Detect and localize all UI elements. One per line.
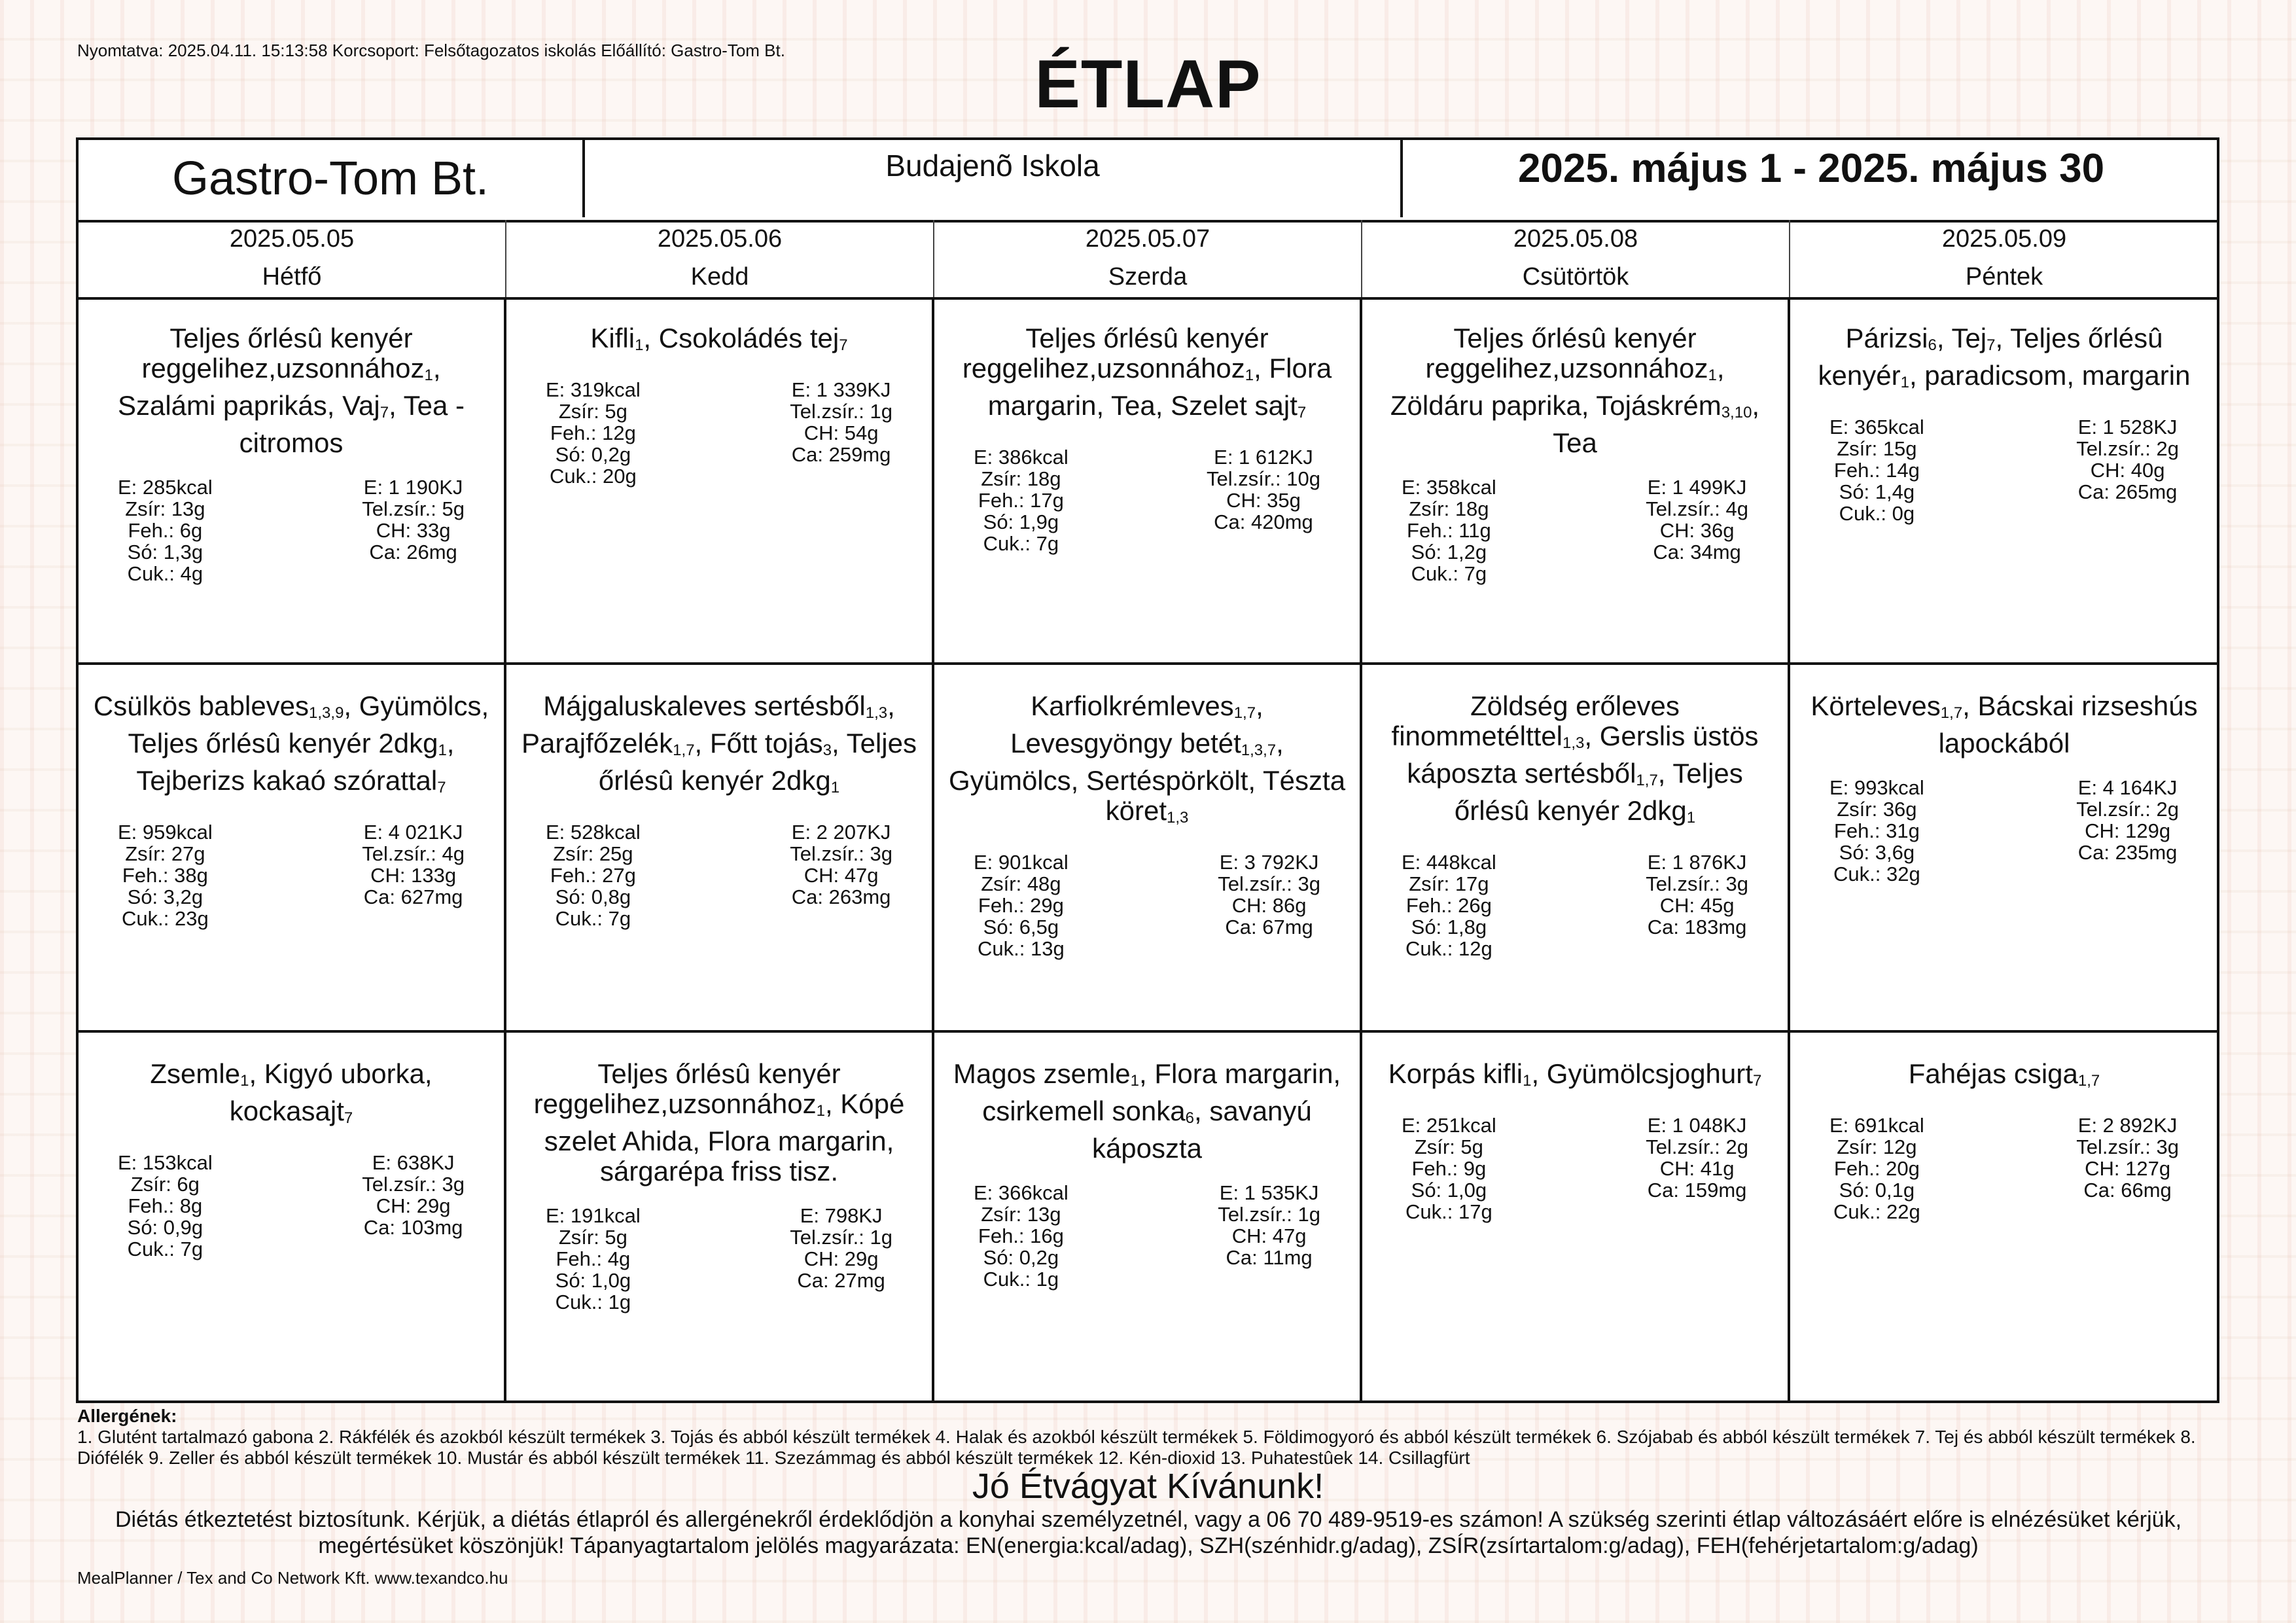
nutrition-value: E: 153kcal (118, 1151, 213, 1174)
nutrition-value: Ca: 420mg (1214, 510, 1313, 533)
nutrition-value: Cuk.: 1g (555, 1291, 631, 1313)
nutrition-value: E: 1 535KJ (1219, 1181, 1319, 1204)
nutrition-value: Feh.: 9g (1411, 1157, 1487, 1180)
nutrition-col-left (1829, 777, 1924, 885)
nutrition-info (520, 1205, 919, 1313)
nutrition-value: Feh.: 38g (122, 864, 208, 887)
meal-items: Teljes őrlésû kenyér reggelihez,uzsonnához$_1$, Zöldáru paprika, Tojáskrém$_{3,10}$, Tea (1390, 323, 1760, 458)
nutrition-value: Ca: 11mg (1226, 1246, 1313, 1269)
nutrition-col-right (1646, 851, 1748, 959)
nutrition-value: E: 448kcal (1402, 851, 1496, 874)
nutrition-col-right (2076, 416, 2179, 524)
nutrition-value: Zsír: 27g (125, 842, 205, 865)
nutrition-value: Feh.: 12g (550, 421, 636, 444)
nutrition-value: Feh.: 31g (1833, 819, 1920, 842)
meal-items: Karfiolkrémleves$_{1,7}$, Levesgyöngy betét$_{1,3,7}$, Gyümölcs, Sertéspörkölt, Tészta köret$_{1,3}$ (948, 690, 1346, 827)
meal-cell (934, 665, 1362, 1033)
meal-cell (79, 665, 506, 1033)
nutrition-value: Tel.zsír.: 3g (1646, 872, 1748, 895)
nutrition-value: Zsír: 5g (1414, 1135, 1483, 1158)
nutrition-value: Feh.: 4g (556, 1247, 631, 1270)
nutrition-value: CH: 41g (1659, 1157, 1735, 1180)
nutrition-value: E: 1 048KJ (1647, 1114, 1747, 1137)
allergens (77, 1406, 2219, 1469)
day-date: 2025.05.07 (1085, 225, 1210, 253)
nutrition-value: Tel.zsír.: 1g (790, 400, 892, 423)
nutrition-col-left (1829, 1115, 1924, 1222)
menu-period: 2025. május 1 - 2025. május 30 (1517, 146, 2105, 191)
nutrition-value: E: 4 021KJ (363, 821, 463, 844)
nutrition-value: Tel.zsír.: 5g (362, 497, 465, 520)
nutrition-value: CH: 129g (2085, 819, 2171, 842)
nutrition-value: Tel.zsír.: 2g (2076, 437, 2179, 460)
nutrition-value: Ca: 26mg (369, 541, 457, 563)
nutrition-value: Só: 0,2g (983, 1246, 1059, 1269)
nutrition-value: Cuk.: 7g (1411, 562, 1487, 585)
nutrition-col-left (118, 821, 213, 929)
nutrition-value: Ca: 235mg (2077, 841, 2178, 864)
nutrition-value: E: 191kcal (546, 1204, 641, 1227)
nutrition-value: CH: 127g (2085, 1157, 2171, 1180)
nutrition-col-left (118, 1152, 213, 1260)
day-header (934, 220, 1362, 297)
nutrition-value: E: 691kcal (1829, 1114, 1924, 1137)
nutrition-value: Cuk.: 13g (978, 937, 1065, 960)
day-name: Szerda (1108, 263, 1188, 291)
nutrition-value: Tel.zsír.: 1g (790, 1226, 892, 1249)
nutrition-value: E: 1 876KJ (1647, 851, 1747, 874)
nutrition-value: Ca: 27mg (797, 1269, 885, 1292)
nutrition-value: Tel.zsír.: 3g (2076, 1135, 2179, 1158)
nutrition-value: E: 798KJ (800, 1204, 883, 1227)
nutrition-info (92, 476, 491, 584)
nutrition-value: Ca: 103mg (363, 1216, 463, 1239)
nutrition-col-right (790, 821, 892, 929)
nutrition-value: Só: 0,9g (127, 1216, 203, 1239)
nutrition-col-right (1218, 1182, 1320, 1290)
nutrition-value: Só: 1,8g (1411, 916, 1487, 938)
nutrition-value: CH: 54g (804, 421, 879, 444)
meal-cell (506, 297, 934, 665)
allergens-label: Allergének: (77, 1406, 177, 1426)
day-header (1790, 220, 2218, 297)
nutrition-info (1375, 1115, 1775, 1222)
meal-items: Magos zsemle$_1$, Flora margarin, csirkemell sonka$_6$, savanyú káposzta (953, 1058, 1341, 1164)
nutrition-value: Tel.zsír.: 2g (1646, 1135, 1748, 1158)
nutrition-col-right (362, 1152, 465, 1260)
nutrition-col-left (974, 1182, 1069, 1290)
nutrition-value: Ca: 34mg (1653, 541, 1741, 563)
nutrition-info (1375, 476, 1775, 584)
nutrition-value: Ca: 259mg (791, 443, 891, 466)
nutrition-value: Só: 0,8g (555, 885, 631, 908)
nutrition-value: Só: 3,2g (127, 885, 203, 908)
nutrition-value: E: 959kcal (118, 821, 213, 844)
meal-items: Fahéjas csiga$_{1,7}$ (1908, 1058, 2100, 1090)
print-info: Nyomtatva: 2025.04.11. 15:13:58 Korcsoport: Felsőtagozatos iskolás Előállító: Gastro-Tom Bt. (77, 41, 785, 60)
meal-items: Zöldség erőleves finommetélttel$_{1,3}$, Gerslis üstös káposzta sertésből$_{1,7}$, Teljes őrlésû kenyér 2dkg$_1$ (1391, 690, 1759, 827)
days-header (79, 220, 2217, 300)
nutrition-col-right (790, 1205, 892, 1313)
nutrition-value: CH: 35g (1226, 489, 1301, 512)
nutrition-info (92, 1152, 491, 1260)
nutrition-value: Tel.zsír.: 2g (2076, 798, 2179, 821)
nutrition-value: Feh.: 17g (978, 489, 1064, 512)
nutrition-value: Zsír: 15g (1837, 437, 1917, 460)
meal-cell (506, 665, 934, 1033)
nutrition-value: Zsír: 6g (130, 1173, 200, 1196)
page-title: ÉTLAP (1034, 46, 1262, 122)
meal-cell (79, 297, 506, 665)
nutrition-info (947, 446, 1347, 554)
nutrition-value: E: 1 190KJ (363, 476, 463, 499)
nutrition-value: Cuk.: 0g (1839, 502, 1915, 525)
nutrition-value: E: 901kcal (974, 851, 1069, 874)
nutrition-value: Ca: 67mg (1225, 916, 1313, 938)
nutrition-col-left (1402, 1115, 1496, 1222)
greeting: Jó Étvágyat Kívánunk! (972, 1467, 1324, 1506)
nutrition-info (1803, 777, 2205, 885)
nutrition-value: Zsír: 36g (1837, 798, 1917, 821)
nutrition-value: Só: 3,6g (1839, 841, 1915, 864)
nutrition-value: Cuk.: 1g (983, 1268, 1059, 1291)
nutrition-value: Feh.: 27g (550, 864, 636, 887)
nutrition-info (1375, 851, 1775, 959)
nutrition-value: Tel.zsír.: 4g (362, 842, 465, 865)
nutrition-value: Feh.: 8g (128, 1194, 203, 1217)
nutrition-value: Zsír: 12g (1837, 1135, 1917, 1158)
nutrition-value: Zsír: 25g (553, 842, 633, 865)
menu-table (76, 137, 2219, 1403)
nutrition-col-left (546, 379, 641, 487)
nutrition-value: E: 319kcal (546, 378, 641, 401)
nutrition-value: CH: 29g (804, 1247, 879, 1270)
nutrition-value: Ca: 265mg (2077, 480, 2178, 503)
nutrition-value: E: 251kcal (1402, 1114, 1496, 1137)
nutrition-value: Tel.zsír.: 10g (1206, 467, 1320, 490)
nutrition-value: Tel.zsír.: 3g (1218, 872, 1320, 895)
nutrition-value: Feh.: 14g (1833, 459, 1920, 482)
nutrition-info (1803, 1115, 2205, 1222)
nutrition-value: Feh.: 6g (128, 519, 203, 542)
nutrition-col-right (2076, 1115, 2179, 1222)
nutrition-value: Só: 0,2g (555, 443, 631, 466)
nutrition-value: Ca: 183mg (1647, 916, 1747, 938)
meal-items: Teljes őrlésû kenyér reggelihez,uzsonnához$_1$, Flora margarin, Tea, Szelet sajt$_7$ (962, 323, 1332, 421)
nutrition-value: Só: 6,5g (983, 916, 1059, 938)
nutrition-value: Feh.: 16g (978, 1224, 1064, 1247)
nutrition-info (1803, 416, 2205, 524)
day-name: Csütörtök (1522, 263, 1629, 291)
nutrition-info (520, 379, 919, 487)
meal-items: Teljes őrlésû kenyér reggelihez,uzsonnához$_1$, Kópé szelet Ahida, Flora margarin, sárgarépa friss tisz. (533, 1058, 905, 1186)
nutrition-value: CH: 86g (1231, 894, 1307, 917)
nutrition-value: CH: 36g (1659, 519, 1735, 542)
meal-cell (1362, 297, 1790, 665)
nutrition-value: Só: 1,3g (127, 541, 203, 563)
nutrition-value: Tel.zsír.: 4g (1646, 497, 1748, 520)
nutrition-value: E: 1 499KJ (1647, 476, 1747, 499)
nutrition-col-left (1829, 416, 1924, 524)
nutrition-col-right (1646, 1115, 1748, 1222)
meal-grid (79, 297, 2217, 1400)
nutrition-col-left (974, 851, 1069, 959)
day-date: 2025.05.05 (229, 225, 355, 253)
menu-header (79, 140, 2217, 223)
nutrition-value: Cuk.: 12g (1405, 937, 1492, 960)
nutrition-col-left (1402, 851, 1496, 959)
nutrition-value: Tel.zsír.: 3g (362, 1173, 465, 1196)
meal-cell (1790, 665, 2218, 1033)
nutrition-value: Cuk.: 22g (1833, 1200, 1920, 1223)
nutrition-value: Zsír: 5g (558, 400, 627, 423)
nutrition-value: Zsír: 48g (981, 872, 1061, 895)
nutrition-value: CH: 133g (370, 864, 457, 887)
nutrition-value: E: 1 339KJ (791, 378, 891, 401)
nutrition-value: E: 365kcal (1829, 416, 1924, 438)
nutrition-value: Só: 1,9g (983, 510, 1059, 533)
day-header (1362, 220, 1790, 297)
nutrition-value: E: 1 612KJ (1214, 446, 1313, 469)
nutrition-value: E: 993kcal (1829, 776, 1924, 799)
nutrition-value: Cuk.: 7g (983, 532, 1059, 555)
nutrition-value: E: 2 207KJ (791, 821, 891, 844)
nutrition-col-right (2076, 777, 2179, 885)
day-name: Hétfő (262, 263, 322, 291)
nutrition-value: E: 366kcal (974, 1181, 1069, 1204)
nutrition-value: E: 285kcal (118, 476, 213, 499)
nutrition-value: E: 2 892KJ (2077, 1114, 2178, 1137)
nutrition-value: E: 638KJ (372, 1151, 455, 1174)
nutrition-value: Zsír: 13g (125, 497, 205, 520)
nutrition-value: Feh.: 29g (978, 894, 1064, 917)
meal-cell (506, 1033, 934, 1400)
nutrition-col-left (118, 476, 213, 584)
meal-items: Párizsi$_6$, Tej$_7$, Teljes őrlésû kenyér$_1$, paradicsom, margarin (1818, 323, 2191, 391)
nutrition-value: E: 528kcal (546, 821, 641, 844)
nutrition-value: E: 386kcal (974, 446, 1069, 469)
meal-items: Csülkös bableves$_{1,3,9}$, Gyümölcs, Teljes őrlésû kenyér 2dkg$_1$, Tejberizs kakaó szórattal$_7$ (93, 690, 489, 796)
nutrition-col-right (362, 821, 465, 929)
nutrition-value: Zsír: 5g (558, 1226, 627, 1249)
nutrition-value: Zsír: 17g (1409, 872, 1489, 895)
nutrition-value: Feh.: 11g (1407, 519, 1491, 542)
day-date: 2025.05.08 (1513, 225, 1638, 253)
nutrition-info (947, 851, 1347, 959)
nutrition-value: CH: 29g (376, 1194, 451, 1217)
nutrition-value: Cuk.: 17g (1405, 1200, 1492, 1223)
nutrition-value: Ca: 159mg (1647, 1179, 1747, 1202)
day-date: 2025.05.09 (1941, 225, 2067, 253)
nutrition-value: Tel.zsír.: 1g (1218, 1203, 1320, 1226)
day-name: Kedd (690, 263, 749, 291)
nutrition-value: CH: 47g (1231, 1224, 1307, 1247)
nutrition-value: Cuk.: 32g (1833, 863, 1920, 885)
nutrition-value: CH: 47g (804, 864, 879, 887)
nutrition-value: E: 358kcal (1402, 476, 1496, 499)
nutrition-value: Ca: 66mg (2083, 1179, 2172, 1202)
nutrition-info (520, 821, 919, 929)
nutrition-col-right (1218, 851, 1320, 959)
day-header (506, 220, 934, 297)
nutrition-value: Feh.: 20g (1833, 1157, 1920, 1180)
meal-items: Zsemle$_1$, Kigyó uborka, kockasajt$_7$ (150, 1058, 433, 1127)
nutrition-value: Ca: 263mg (791, 885, 891, 908)
nutrition-value: Zsír: 18g (1409, 497, 1489, 520)
nutrition-col-right (1646, 476, 1748, 584)
nutrition-value: Zsír: 13g (981, 1203, 1061, 1226)
nutrition-col-right (790, 379, 892, 487)
meal-cell (79, 1033, 506, 1400)
nutrition-col-left (546, 821, 641, 929)
nutrition-col-left (546, 1205, 641, 1313)
nutrition-value: E: 1 528KJ (2077, 416, 2178, 438)
meal-items: Körteleves$_{1,7}$, Bácskai rizseshús lapockából (1810, 690, 2198, 758)
nutrition-col-left (1402, 476, 1496, 584)
allergens-list: 1. Glutént tartalmazó gabona 2. Rákfélék és azokból készült termékek 3. Tojás és abból készült termékek 4. Halak és azokból készült termékek 5. Földimogyoró és abból készült termékek 6. Szójabab és abból készült termékek 7. Tej és abból készült termékek 8. Diófélék 9. Zeller és abból készült termékek 10. Mustár és abból készült termékek 11. Szezámmag és abból készült termékek 12. Kén-dioxid 13. Puhatestûek 14. Csillagfürt (77, 1427, 2196, 1468)
meal-items: Kifli$_1$, Csokoládés tej$_7$ (590, 323, 848, 354)
meal-cell (934, 297, 1362, 665)
meal-items: Teljes őrlésû kenyér reggelihez,uzsonnához$_1$, Szalámi paprikás, Vaj$_7$, Tea - citromos (117, 323, 465, 458)
nutrition-value: Cuk.: 20g (550, 465, 637, 488)
nutrition-value: Cuk.: 4g (127, 562, 203, 585)
nutrition-value: Só: 1,0g (1411, 1179, 1487, 1202)
nutrition-value: Só: 0,1g (1839, 1179, 1915, 1202)
meal-cell (1790, 297, 2218, 665)
meal-cell (1362, 1033, 1790, 1400)
nutrition-value: Cuk.: 7g (127, 1238, 203, 1260)
company-name: Gastro-Tom Bt. (79, 140, 585, 217)
meal-cell (1790, 1033, 2218, 1400)
nutrition-value: E: 3 792KJ (1219, 851, 1319, 874)
nutrition-info (92, 821, 491, 929)
nutrition-value: Feh.: 26g (1405, 894, 1492, 917)
nutrition-value: Só: 1,0g (555, 1269, 631, 1292)
nutrition-value: Tel.zsír.: 3g (790, 842, 892, 865)
meal-items: Korpás kifli$_1$, Gyümölcsjoghurt$_7$ (1388, 1058, 1762, 1090)
nutrition-value: Zsír: 18g (981, 467, 1061, 490)
day-name: Péntek (1965, 263, 2043, 291)
day-header (79, 220, 506, 297)
nutrition-col-left (974, 446, 1069, 554)
nutrition-value: Cuk.: 7g (555, 907, 631, 930)
nutrition-info (947, 1182, 1347, 1290)
nutrition-value: CH: 45g (1659, 894, 1735, 917)
meal-cell (1362, 665, 1790, 1033)
meal-items: Májgaluskaleves sertésből$_{1,3}$, Parajfőzelék$_{1,7}$, Főtt tojás$_3$, Teljes őrlésû kenyér 2dkg$_1$ (521, 690, 917, 796)
nutrition-col-right (1207, 446, 1320, 554)
nutrition-value: Ca: 627mg (363, 885, 463, 908)
footer-credit: MealPlanner / Tex and Co Network Kft. www.texandco.hu (77, 1568, 508, 1588)
nutrition-value: Só: 1,4g (1839, 480, 1915, 503)
day-date: 2025.05.06 (657, 225, 783, 253)
nutrition-value: E: 4 164KJ (2077, 776, 2178, 799)
nutrition-value: Cuk.: 23g (122, 907, 209, 930)
school-name: Budajenõ Iskola (585, 140, 1403, 217)
nutrition-value: CH: 33g (376, 519, 451, 542)
meal-cell (934, 1033, 1362, 1400)
nutrition-col-right (362, 476, 465, 584)
nutrition-value: CH: 40g (2090, 459, 2165, 482)
diet-notice: Diétás étkeztetést biztosítunk. Kérjük, a diétás étlapról és allergénekről érdeklődjön a konyhai személyzetnél, vagy a 06 70 489-9519-es számon! A szükség szerinti étlap változásáért előre is elnézésüket kérjük, megértésüket köszönjük! Tápanyagtartalom jelölés magyarázata: EN(energia:kcal/adag), SZH(szénhidr.g/adag), ZSÍR(zsírtartalom:g/adag), FEH(fehérjetartalom:g/adag) (115, 1507, 2182, 1558)
nutrition-value: Só: 1,2g (1411, 541, 1487, 563)
